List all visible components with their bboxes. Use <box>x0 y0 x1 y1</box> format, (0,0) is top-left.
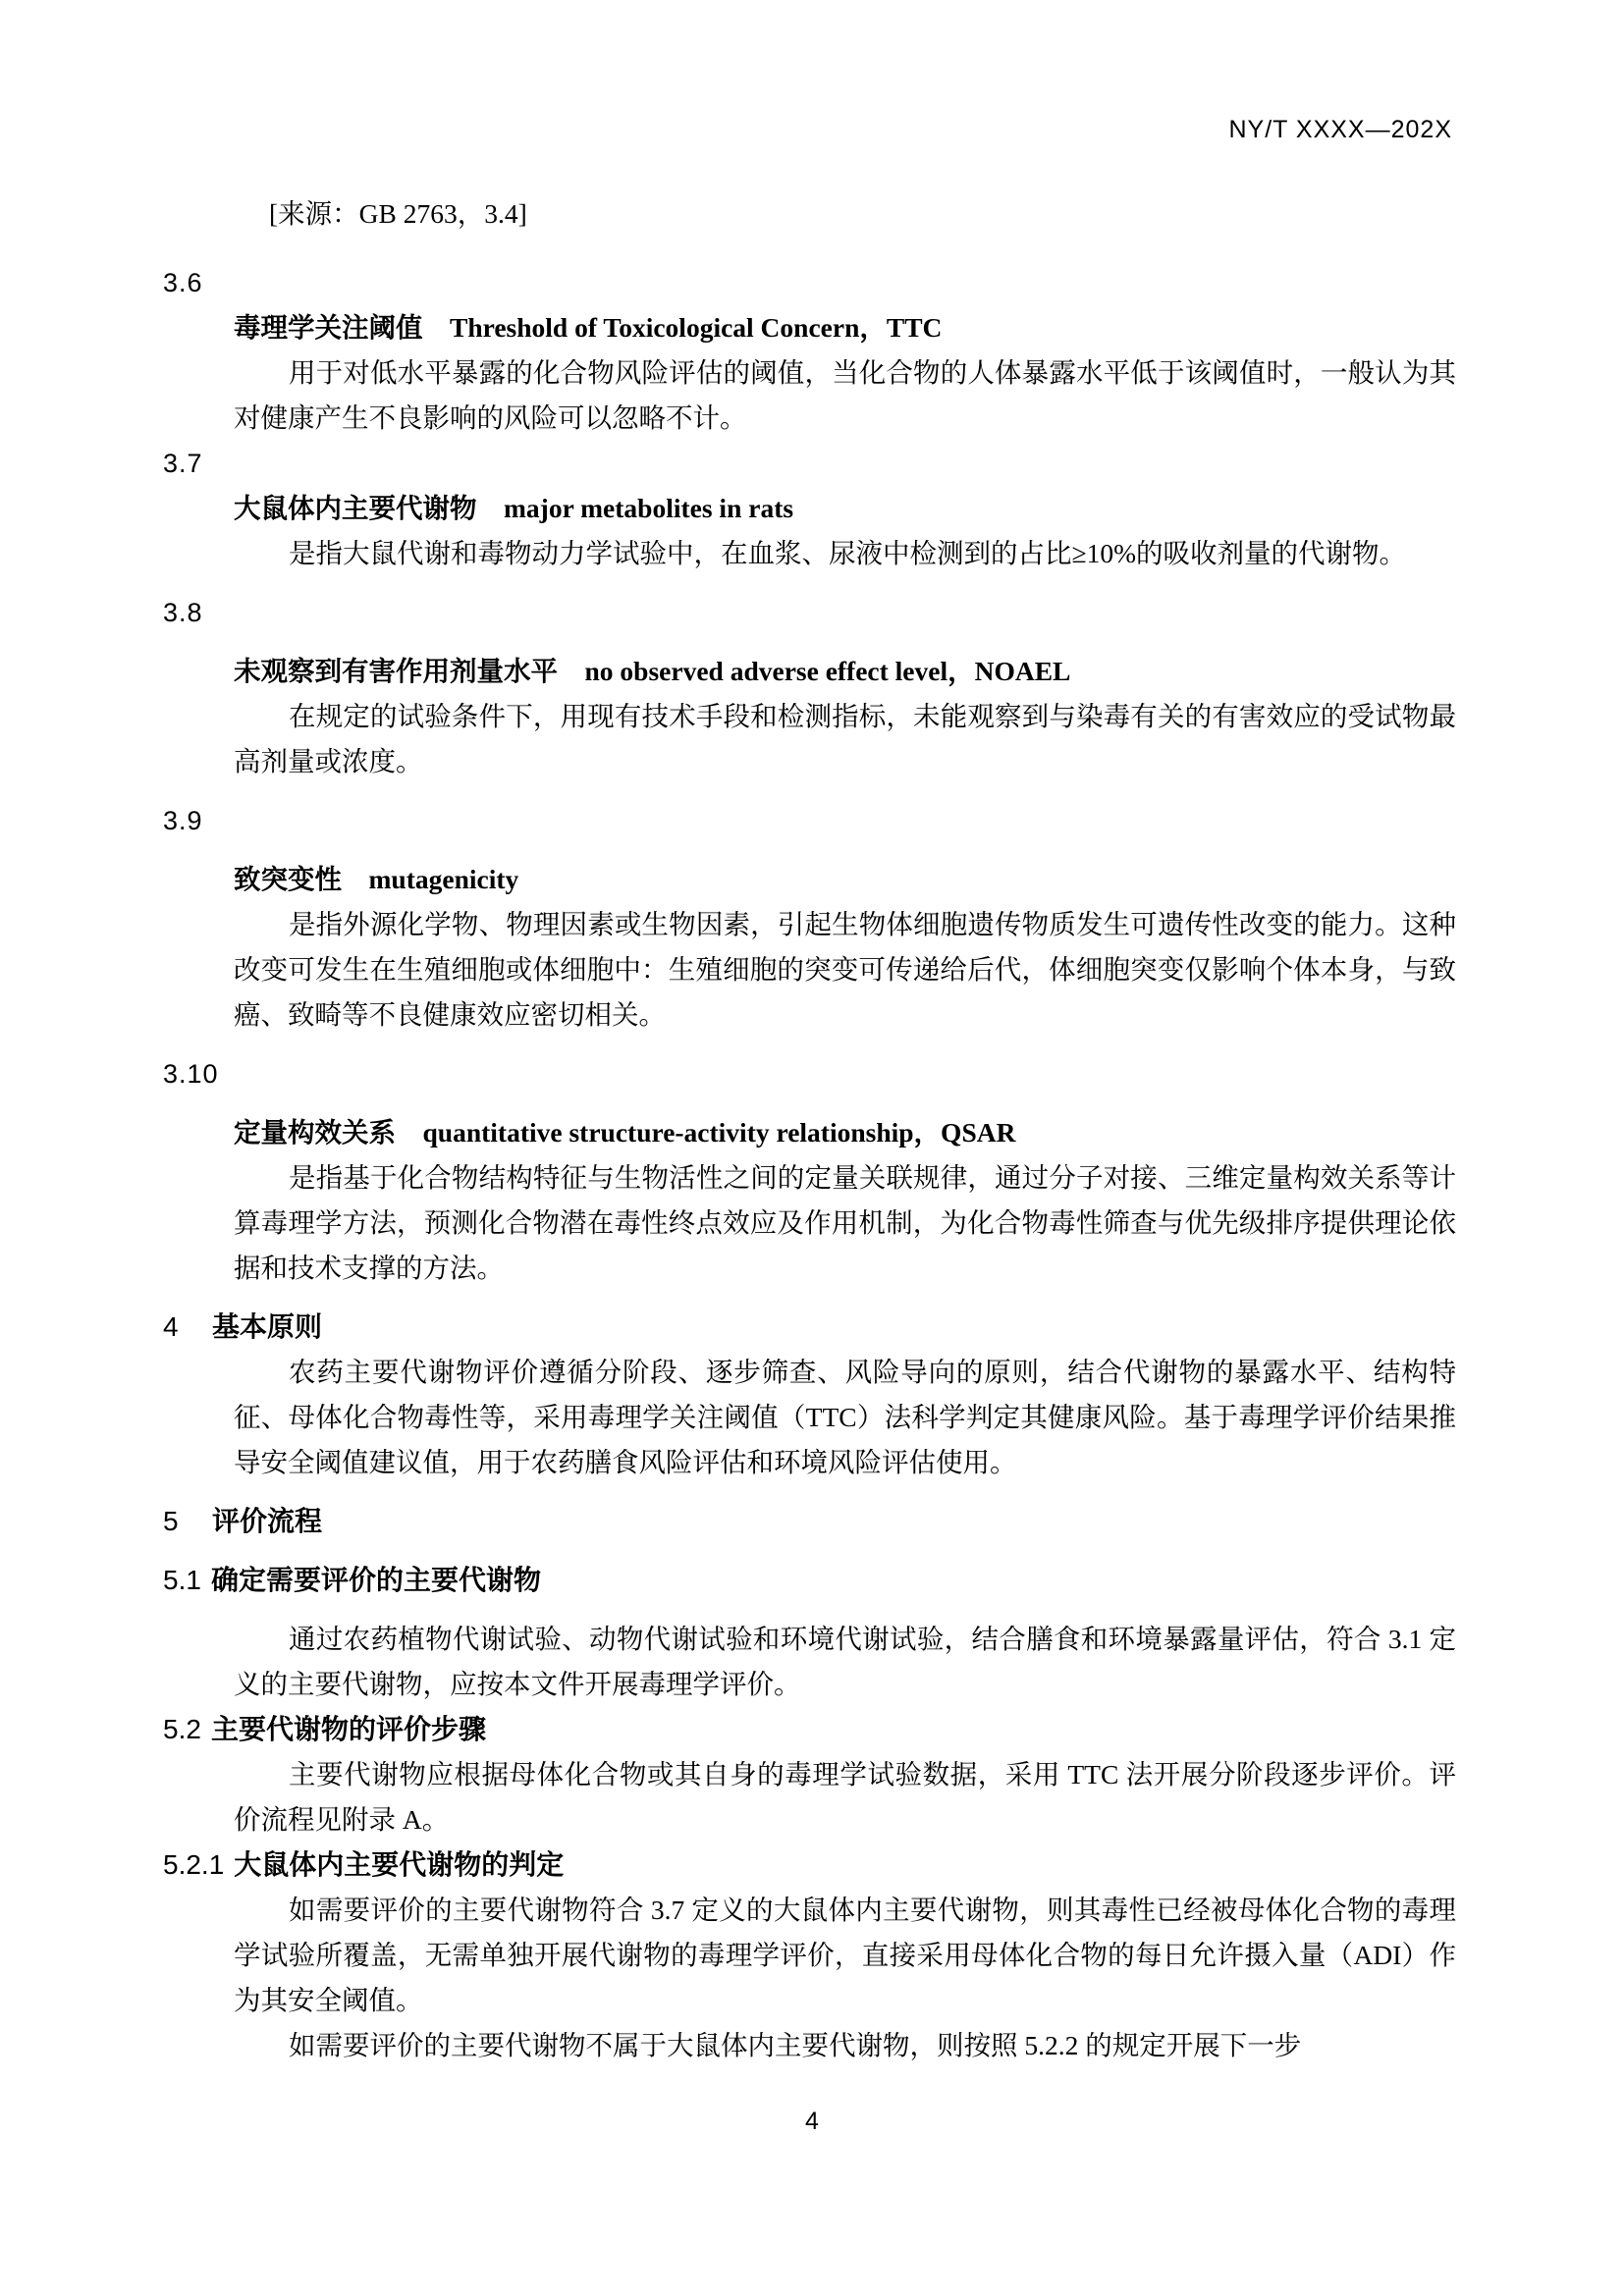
clause-number-3-9: 3.9 <box>163 806 203 835</box>
term-definition-3-8: 在规定的试验条件下，用现有技术手段和检测指标，未能观察到与染毒有关的有害效应的受试物最高剂量或浓度。 <box>234 701 1456 776</box>
spacer <box>234 1096 1456 1110</box>
section-5-2-1-paragraph-1: 如需要评价的主要代谢物符合 3.7 定义的大鼠体内主要代谢物，则其毒性已经被母体化合物的毒理学试验所覆盖，无需单独开展代谢物的毒理学评价，直接采用母体化合物的每日允许摄入量（ADI）作为其安全阈值。 <box>234 1895 1456 2015</box>
section-number-5-1: 5.1 <box>163 1565 201 1595</box>
spacer <box>234 635 1456 649</box>
term-definition-3-6: 用于对低水平暴露的化合物风险评估的阈值，当化合物的人体暴露水平低于该阈值时，一般认为其对健康产生不良影响的风险可以忽略不计。 <box>234 357 1456 433</box>
section-title-5: 评价流程 <box>212 1506 323 1536</box>
section-5-2-paragraph: 主要代谢物应根据母体化合物或其自身的毒理学试验数据，采用 TTC 法开展分阶段逐步评价。评价流程见附录 A。 <box>234 1759 1456 1835</box>
section-number-4: 4 <box>163 1311 179 1342</box>
spacer <box>234 237 1456 260</box>
spacer <box>234 784 1456 798</box>
section-heading-5-2-1 <box>163 1842 1456 1888</box>
source-note: [来源：GB 2763，3.4] <box>269 198 527 229</box>
section-number-5-2-1: 5.2.1 <box>163 1849 225 1880</box>
spacer <box>234 1291 1456 1305</box>
spacer <box>234 1485 1456 1499</box>
term-title-3-7: 大鼠体内主要代谢物 major metabolites in rats <box>234 493 794 523</box>
clause-number-3-6: 3.6 <box>163 268 203 297</box>
section-heading-5 <box>163 1499 1456 1544</box>
term-title-3-9: 致突变性 mutagenicity <box>234 864 519 894</box>
page-content <box>163 191 1456 2068</box>
section-title-4: 基本原则 <box>212 1311 323 1342</box>
section-title-5-2-1: 大鼠体内主要代谢物的判定 <box>234 1849 565 1880</box>
term-definition-3-9: 是指外源化学物、物理因素或生物因素，引起生物体细胞遗传物质发生可遗传性改变的能力。这种改变可发生在生殖细胞或体细胞中：生殖细胞的突变可传递给后代，体细胞突变仅影响个体本身，与致癌、致畸等不良健康效应密切相关。 <box>234 909 1456 1030</box>
section-heading-4 <box>163 1305 1456 1350</box>
clause-number-3-7: 3.7 <box>163 449 203 478</box>
spacer <box>234 1038 1456 1051</box>
standard-code: NY/T XXXX—202X <box>1228 116 1452 143</box>
section-5-2-1-paragraph-2: 如需要评价的主要代谢物不属于大鼠体内主要代谢物，则按照 5.2.2 的规定开展下一步 <box>289 2030 1302 2060</box>
section-title-5-2: 主要代谢物的评价步骤 <box>210 1714 486 1744</box>
clause-number-3-8: 3.8 <box>163 598 203 627</box>
page-footer <box>0 2108 1624 2136</box>
term-title-3-8: 未观察到有害作用剂量水平 no observed adverse effect level，NOAEL <box>234 656 1071 686</box>
page-header <box>0 116 1624 144</box>
term-title-3-10: 定量构效关系 quantitative structure-activity relationship，QSAR <box>234 1117 1016 1148</box>
section-title-5-1: 确定需要评价的主要代谢物 <box>210 1565 541 1595</box>
clause-number-3-10: 3.10 <box>163 1059 219 1089</box>
page-number: 4 <box>805 2108 819 2135</box>
term-definition-3-7: 是指大鼠代谢和毒物动力学试验中，在血浆、尿液中检测到的占比≥10%的吸收剂量的代谢物。 <box>289 538 1406 568</box>
section-heading-5-1 <box>163 1558 1456 1603</box>
section-number-5: 5 <box>163 1506 179 1536</box>
term-title-3-6: 毒理学关注阈值 Threshold of Toxicological Concern，TTC <box>234 312 943 343</box>
term-definition-3-10: 是指基于化合物结构特征与生物活性之间的定量关联规律，通过分子对接、三维定量构效关系等计算毒理学方法，预测化合物潜在毒性终点效应及作用机制，为化合物毒性筛查与优先级排序提供理论依据和技术支撑的方法。 <box>234 1162 1456 1283</box>
section-heading-5-2 <box>163 1707 1456 1752</box>
section-4-paragraph: 农药主要代谢物评价遵循分阶段、逐步筛查、风险导向的原则，结合代谢物的暴露水平、结构特征、母体化合物毒性等，采用毒理学关注阈值（TTC）法科学判定其健康风险。基于毒理学评价结果推导安全阈值建议值，用于农药膳食风险评估和环境风险评估使用。 <box>234 1357 1456 1477</box>
spacer <box>234 1603 1456 1617</box>
spacer <box>234 843 1456 857</box>
section-number-5-2: 5.2 <box>163 1714 201 1744</box>
spacer <box>234 1544 1456 1558</box>
section-5-1-paragraph: 通过农药植物代谢试验、动物代谢试验和环境代谢试验，结合膳食和环境暴露量评估，符合 3.1 定义的主要代谢物，应按本文件开展毒理学评价。 <box>234 1624 1456 1699</box>
spacer <box>234 576 1456 590</box>
